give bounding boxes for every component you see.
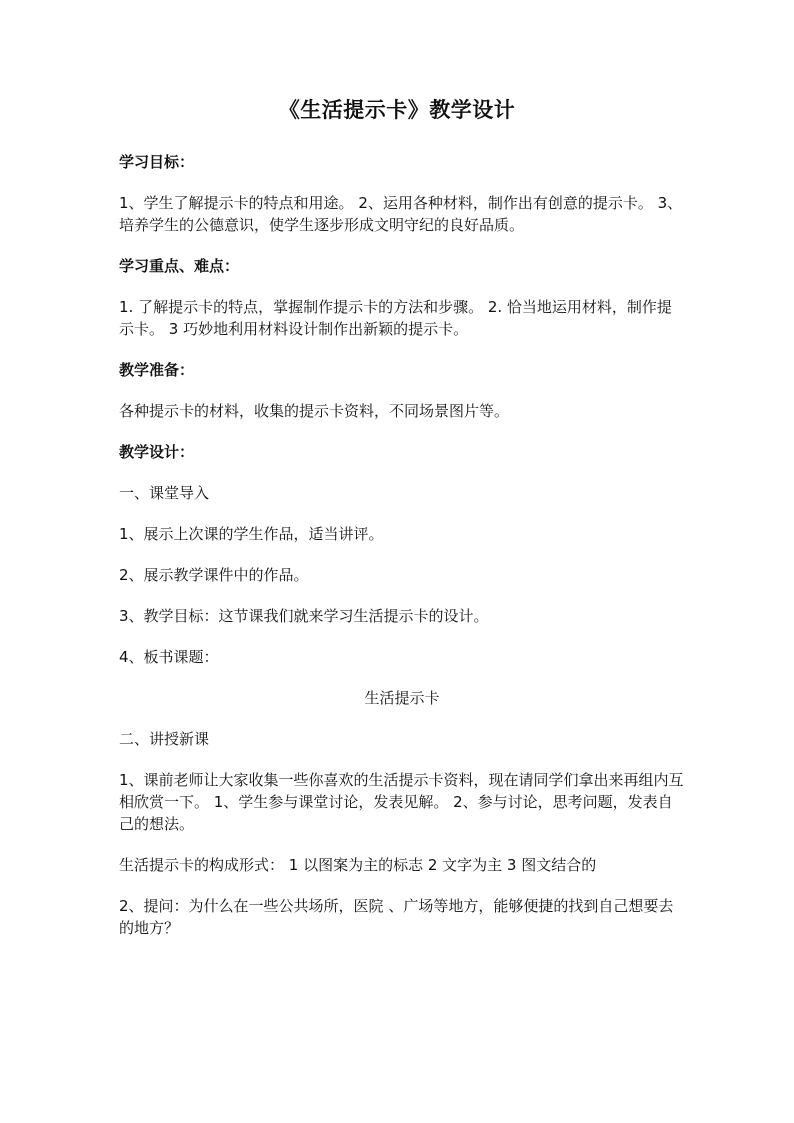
paragraph-learning-goals: 1、学生了解提示卡的特点和用途。 2、运用各种材料，制作出有创意的提示卡。 3、培养学生的公德意识，使学生逐步形成文明守纪的良好品质。	[119, 194, 683, 234]
heading-key-points: 学习重点、难点：	[119, 257, 240, 275]
heading-learning-goals: 学习目标：	[119, 153, 195, 171]
list-item: 2、展示教学课件中的作品。	[119, 566, 309, 584]
section-classroom-intro: 一、课堂导入	[119, 484, 210, 502]
paragraph-composition: 生活提示卡的构成形式： 1 以图案为主的标志 2 文字为主 3 图文结合的	[119, 856, 597, 874]
paragraph-preparation: 各种提示卡的材料，收集的提示卡资料，不同场景图片等。	[119, 402, 510, 420]
heading-preparation: 教学准备：	[119, 361, 195, 379]
list-item: 1、展示上次课的学生作品，适当讲评。	[119, 525, 384, 543]
list-item: 2、提问：为什么在一些公共场所，医院 、广场等地方，能够便捷的找到自己想要去的地方？	[119, 897, 674, 937]
heading-teaching-design: 教学设计：	[119, 443, 195, 461]
list-item: 4、板书课题：	[119, 648, 219, 666]
document-title: 《生活提示卡》教学设计	[278, 98, 516, 122]
list-item: 1、课前老师让大家收集一些你喜欢的生活提示卡资料，现在请同学们拿出来再组内互相欣赏一下。 1、学生参与课堂讨论，发表见解。 2、参与讨论，思考问题，发表自己的想法。	[119, 771, 684, 833]
section-new-lesson: 二、讲授新课	[119, 730, 210, 748]
list-item: 3、教学目标：这节课我们就来学习生活提示卡的设计。	[119, 607, 489, 625]
board-title: 生活提示卡	[364, 689, 440, 707]
paragraph-key-points: 1. 了解提示卡的特点，掌握制作提示卡的方法和步骤。 2. 恰当地运用材料，制作提示卡。 3 巧妙地利用材料设计制作出新颖的提示卡。	[119, 298, 672, 338]
document-body	[119, 151, 685, 958]
